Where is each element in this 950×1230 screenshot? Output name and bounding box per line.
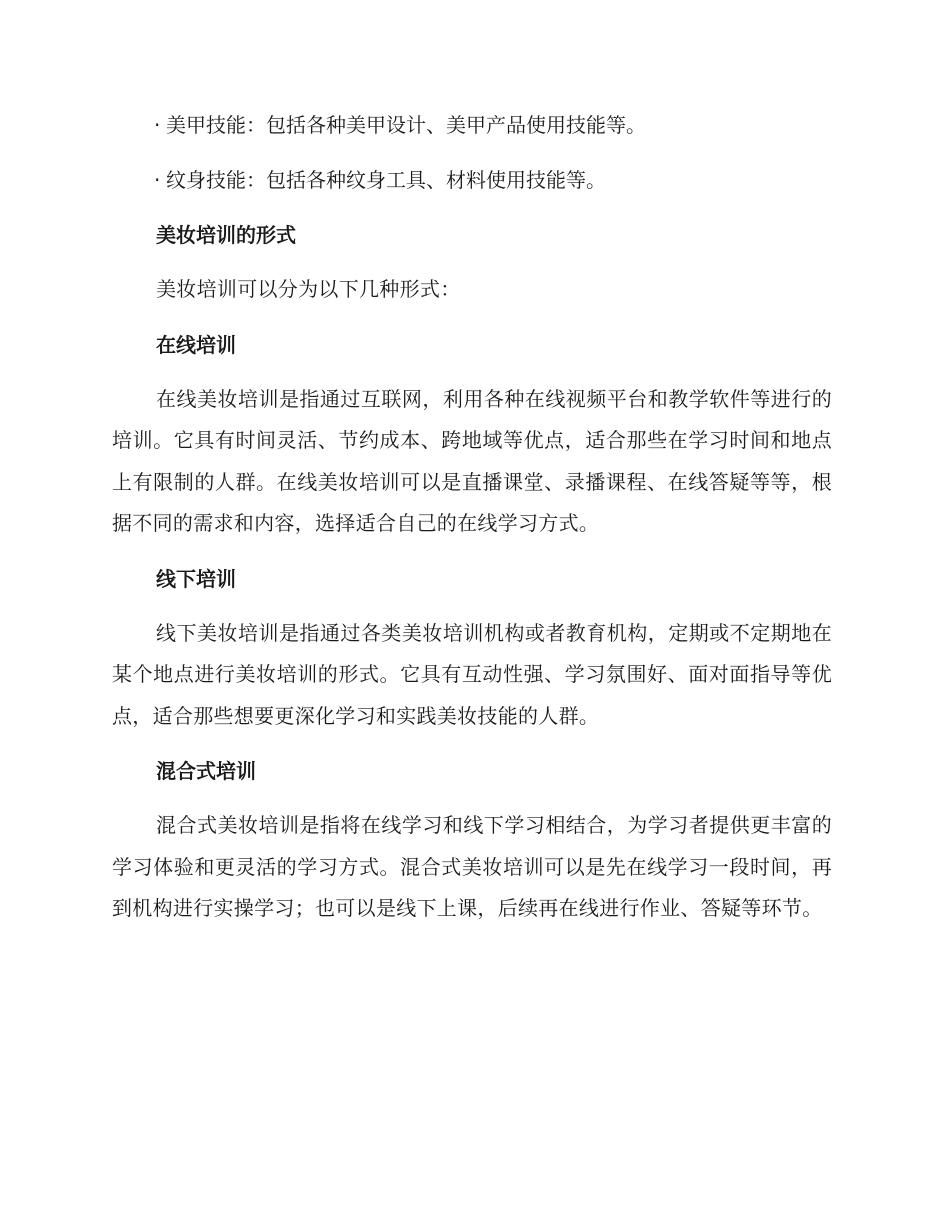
bullet-marker: · <box>154 168 161 192</box>
paragraph-forms-intro: 美妆培训可以分为以下几种形式： <box>156 277 461 301</box>
bullet-text: 美甲技能：包括各种美甲设计、美甲产品使用技能等。 <box>166 113 646 137</box>
heading-offline-training: 线下培训 <box>156 566 236 591</box>
bullet-nail-skills <box>112 104 832 146</box>
heading-online-training: 在线培训 <box>156 332 236 357</box>
heading-hybrid-training: 混合式培训 <box>156 759 256 783</box>
document-page <box>112 104 832 943</box>
bullet-tattoo-skills <box>112 159 832 201</box>
paragraph-hybrid-training: 混合式美妆培训是指将在线学习和线下学习相结合，为学习者提供更丰富的学习体验和更灵活的学习方式。混合式美妆培训可以是先在线学习一段时间，再到机构进行实操学习；也可以是线下上课，后续再在线进行作业、答疑等环节。 <box>112 813 832 920</box>
heading-training-forms: 美妆培训的形式 <box>156 223 296 247</box>
bullet-text: 纹身技能：包括各种纹身工具、材料使用技能等。 <box>166 168 606 192</box>
paragraph-online-training: 在线美妆培训是指通过互联网，利用各种在线视频平台和教学软件等进行的培训。它具有时间灵活、节约成本、跨地域等优点，适合那些在学习时间和地点上有限制的人群。在线美妆培训可以是直播课堂、录播课程、在线答疑等等，根据不同的需求和内容，选择适合自己的在线学习方式。 <box>112 386 832 535</box>
paragraph-offline-training: 线下美妆培训是指通过各类美妆培训机构或者教育机构，定期或不定期地在某个地点进行美妆培训的形式。它具有互动性强、学习氛围好、面对面指导等优点，适合那些想要更深化学习和实践美妆技能的人群。 <box>112 620 832 728</box>
bullet-marker: · <box>154 113 161 137</box>
